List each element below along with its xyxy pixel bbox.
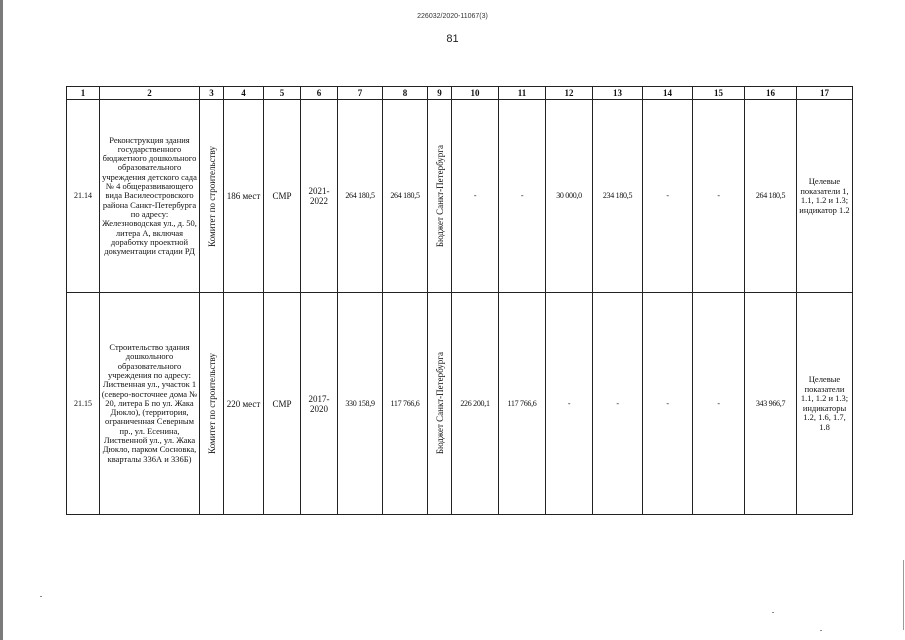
table-row <box>67 100 853 293</box>
value-cell: 226 200,1 <box>452 293 499 515</box>
value-cell: - <box>643 100 693 293</box>
work-type: СМР <box>264 100 301 293</box>
row-number: 21.14 <box>67 100 100 293</box>
source-cell <box>428 293 452 515</box>
funding-source: Бюджет Санкт-Петербурга <box>434 352 445 455</box>
value-cell: 234 180,5 <box>593 100 643 293</box>
page-number: 81 <box>446 33 459 45</box>
value-cell: - <box>643 293 693 515</box>
column-header: 9 <box>428 87 452 100</box>
column-header: 17 <box>797 87 853 100</box>
table-row <box>67 293 853 515</box>
capacity: 220 мест <box>224 293 264 515</box>
executor-cell <box>200 100 224 293</box>
work-type: СМР <box>264 293 301 515</box>
value-cell: 343 966,7 <box>745 293 797 515</box>
column-header: 13 <box>593 87 643 100</box>
column-header: 3 <box>200 87 224 100</box>
source-cell <box>428 100 452 293</box>
program-table <box>66 86 853 515</box>
value-cell: 330 158,9 <box>338 293 383 515</box>
value-cell: 264 180,5 <box>383 100 428 293</box>
scan-edge-left <box>0 0 3 640</box>
column-header: 16 <box>745 87 797 100</box>
header-row <box>67 87 853 100</box>
column-header: 5 <box>264 87 301 100</box>
value-cell: 264 180,5 <box>338 100 383 293</box>
column-header: 2 <box>100 87 200 100</box>
indicators: Целевые показатели 1, 1.1, 1.2 и 1.3; индикатор 1.2 <box>797 100 853 293</box>
value-cell: - <box>452 100 499 293</box>
value-cell: - <box>546 293 593 515</box>
column-header: 11 <box>499 87 546 100</box>
scan-speck <box>820 630 822 631</box>
indicators: Целевые показатели 1.1, 1.2 и 1.3; индикаторы 1.2, 1.6, 1.7, 1.8 <box>797 293 853 515</box>
executor-text: Комитет по строительству <box>206 145 217 247</box>
period: 2017-2020 <box>301 293 338 515</box>
column-header: 10 <box>452 87 499 100</box>
column-header: 14 <box>643 87 693 100</box>
period: 2021-2022 <box>301 100 338 293</box>
column-header: 1 <box>67 87 100 100</box>
value-cell: - <box>593 293 643 515</box>
executor-text: Комитет по строительству <box>206 353 217 454</box>
value-cell: 117 766,6 <box>383 293 428 515</box>
row-number: 21.15 <box>67 293 100 515</box>
value-cell: 30 000,0 <box>546 100 593 293</box>
object-name: Реконструкция здания государственного бюджетного дошкольного образовательного учреждения детского сада № 4 общеразвивающего вида Василеостровского района Санкт-Петербурга по адресу: Железноводская ул., д. 50, литера А, включая доработку проектной документации стадии РД <box>100 100 200 293</box>
scan-speck <box>772 612 774 613</box>
executor-cell <box>200 293 224 515</box>
value-cell: 264 180,5 <box>745 100 797 293</box>
value-cell: - <box>693 100 745 293</box>
value-cell: - <box>693 293 745 515</box>
scan-speck <box>40 596 42 597</box>
column-header: 6 <box>301 87 338 100</box>
capacity: 186 мест <box>224 100 264 293</box>
scan-edge-right <box>903 560 904 630</box>
column-header: 15 <box>693 87 745 100</box>
column-header: 8 <box>383 87 428 100</box>
object-name: Строительство здания дошкольного образовательного учреждения по адресу: Лиственная ул., участок 1 (северо-восточнее дома № 20, литера Б по ул. Жака Дюкло), (территория, ограниченная Северным пр., ул. Есенина, Лиственной ул., ул. Жака Дюкло, парком Сосновка, кварталы 336А и 336Б) <box>100 293 200 515</box>
funding-source: Бюджет Санкт-Петербурга <box>434 144 445 248</box>
column-header: 7 <box>338 87 383 100</box>
document-id: 226032/2020-11067(3) <box>417 13 488 20</box>
column-header: 12 <box>546 87 593 100</box>
column-header: 4 <box>224 87 264 100</box>
value-cell: - <box>499 100 546 293</box>
value-cell: 117 766,6 <box>499 293 546 515</box>
